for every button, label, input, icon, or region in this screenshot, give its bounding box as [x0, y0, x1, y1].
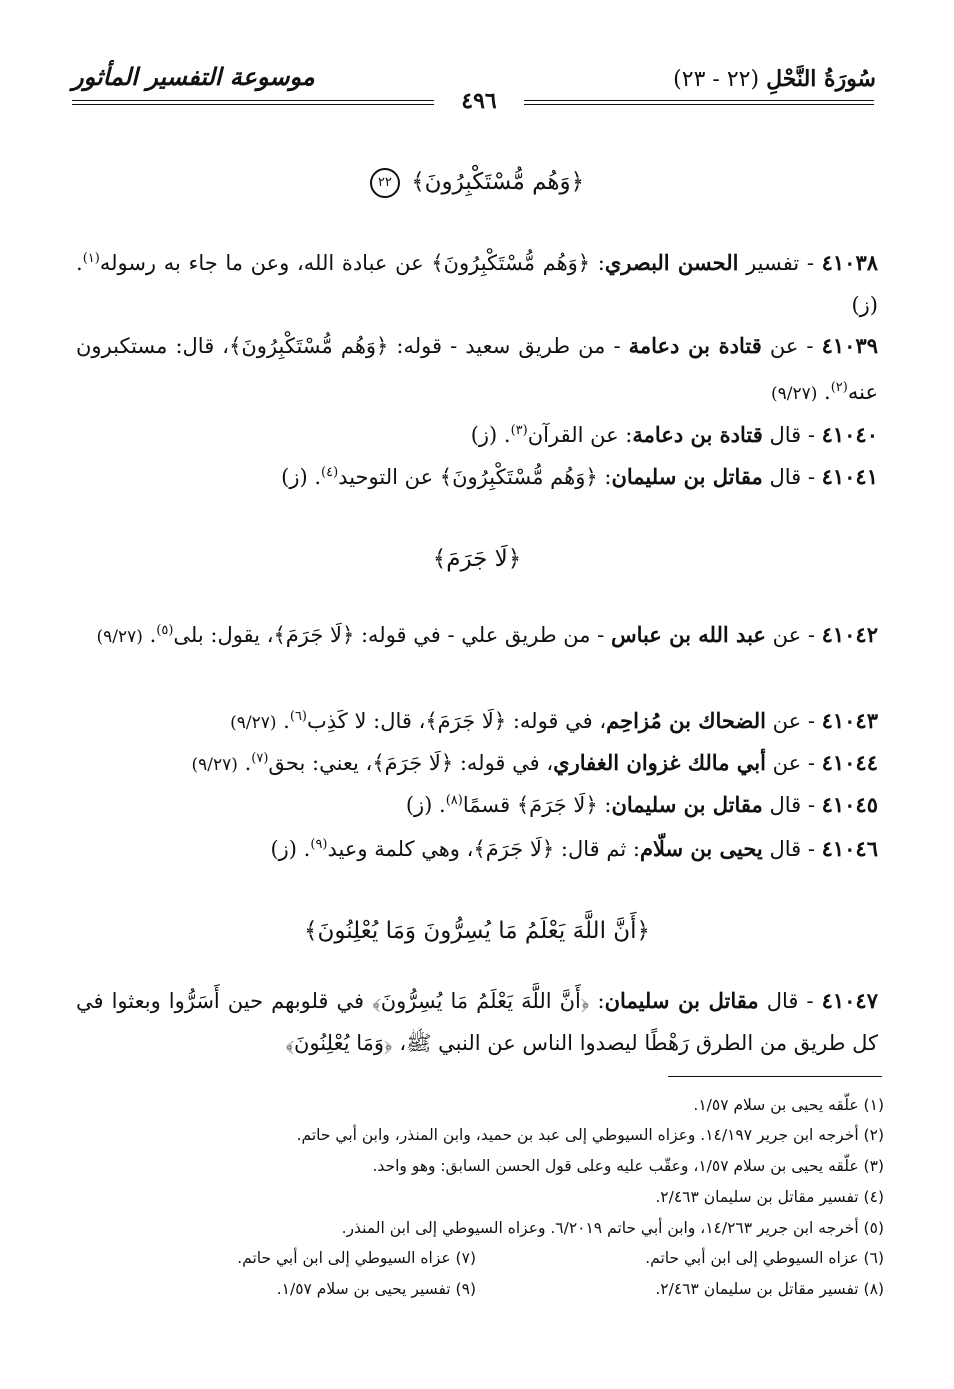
header-rule-right: [514, 100, 874, 105]
narration-number: ٤١٠٤٦: [821, 836, 878, 861]
narrator-name: قتادة بن دعامة: [632, 422, 763, 447]
entry-tail: .: [237, 751, 252, 775]
verse-heading-3: [70, 918, 884, 944]
narrator-name: عبد الله بن عباس: [610, 622, 766, 647]
entry-text: : ثم قال: ﴿لَا جَرَمَ﴾، وهي كلمة وعيد: [327, 837, 640, 861]
entry-text: : عن القرآن: [527, 423, 633, 447]
entry-intro: عن: [765, 751, 802, 775]
footnote: (٣) علّقه يحيى بن سلام ١/٥٧، وعقّب عليه وعلى قول الحسن السابق: وهو واحد.: [372, 1157, 884, 1175]
entry-dash: -: [801, 465, 822, 489]
verse-heading-text: ﴿لَا جَرَمَ﴾: [432, 546, 522, 572]
narration-entry: [76, 738, 878, 786]
entry-dash: -: [798, 989, 822, 1013]
footnote-ref: (٩): [310, 837, 328, 852]
entry-tail: . (ز): [405, 793, 446, 817]
footnote-ref: (٧): [251, 751, 269, 766]
narration-number: ٤١٠٣٨: [821, 250, 879, 275]
narrator-name: قتادة بن دعامة: [628, 333, 762, 358]
volume-reference: (٩/٢٧): [191, 755, 238, 775]
entry-dash: -: [801, 837, 822, 861]
entry-tail: .: [276, 709, 290, 733]
entry-text: - من طريق علي - في قوله: ﴿لَا جَرَمَ﴾، يقول: بلى: [173, 623, 611, 647]
entry-intro: عن: [765, 709, 802, 733]
narration-number: ٤١٠٤١: [821, 464, 878, 489]
footnote: (٥) أخرجه ابن جرير ١٤/٢٦٣، وابن أبي حاتم ٦/٢٠١٩. وعزاه السيوطي إلى ابن المنذر.: [341, 1219, 884, 1237]
entry-dash: -: [801, 751, 822, 775]
verse-heading-text: ﴿أَنَّ اللَّهَ يَعْلَمُ مَا يُسِرُّونَ وَمَا يُعْلِنُونَ﴾: [303, 918, 651, 944]
narration-entry: [76, 325, 878, 415]
footnote-ref: (٤): [321, 465, 339, 480]
entry-dash: -: [801, 793, 822, 817]
entry-dash: -: [801, 709, 822, 733]
verse-heading-2: [70, 546, 884, 572]
volume-reference: (٩/٢٧): [230, 713, 277, 733]
entry-text: : ﴿أَنَّ اللَّهَ يَعْلَمُ مَا يُسِرُّونَ﴾ في قلوبهم حين أَسَرُّوا وبعثوا في كل طريق من الطرق رَهْطًا ليصدوا الناس عن النبي ﷺ، ﴿وَمَا يُعْلِنُونَ﴾: [76, 989, 878, 1055]
footnote-ref: (١): [82, 251, 100, 266]
narration-entry: [76, 410, 878, 456]
narrator-name: الحسن البصري: [604, 250, 739, 275]
entry-tail: . (ز): [470, 423, 511, 447]
entry-text: ، في قوله: ﴿لَا جَرَمَ﴾، يعني: بحق: [268, 751, 554, 775]
footnote: (٤) تفسير مقاتل بن سليمان ٢/٤٦٣.: [655, 1188, 884, 1206]
entry-text: ، في قوله: ﴿لَا جَرَمَ﴾، قال: لا كَذِب: [307, 709, 607, 733]
entry-dash: -: [801, 623, 822, 647]
sura-name: سُورَةُ النَّحْلِ: [766, 66, 876, 92]
entry-intro: قال: [762, 465, 802, 489]
page-number: ٤٩٦: [434, 88, 524, 114]
narrator-name: أبي مالك غزوان الغفاري: [553, 750, 766, 775]
footnote: (٢) أخرجه ابن جرير ١٤/١٩٧. وعزاه السيوطي إلى عبد بن حميد، وابن المنذر، وابن أبي حاتم.: [296, 1126, 884, 1144]
footnote: (٦) عزاه السيوطي إلى ابن أبي حاتم.: [645, 1249, 884, 1267]
volume-reference: (٩/٢٧): [96, 627, 143, 647]
narration-entry: [76, 238, 878, 326]
entry-text: : ﴿وَهُم مُّسْتَكْبِرُونَ﴾ عن عبادة الله، وعن ما جاء به رسوله: [99, 251, 605, 275]
narration-number: ٤١٠٤٥: [821, 792, 878, 817]
entry-tail: . (ز): [76, 251, 878, 317]
entry-text: : ﴿وَهُم مُّسْتَكْبِرُونَ﴾ عن التوحيد: [338, 465, 612, 489]
narration-number: ٤١٠٣٩: [821, 333, 878, 358]
header-rule-left: [72, 100, 442, 105]
narrator-name: مقاتل بن سليمان: [604, 988, 759, 1013]
running-header-sura: [673, 66, 876, 92]
entry-dash: -: [799, 251, 822, 275]
ayah-number-marker: ٢٢: [370, 168, 400, 198]
entry-intro: قال: [762, 793, 802, 817]
narrator-name: الضحاك بن مُزاحِم: [606, 708, 766, 733]
footnote-separator: [668, 1076, 882, 1077]
entry-text: : ﴿لَا جَرَمَ﴾ قسمًا: [462, 793, 612, 817]
footnote: (١) علّقه يحيى بن سلام ١/٥٧.: [693, 1096, 884, 1114]
footnote-ref: (٥): [156, 623, 174, 638]
narrator-name: مقاتل بن سليمان: [611, 792, 763, 817]
narration-number: ٤١٠٤٧: [821, 988, 878, 1013]
entry-tail: .: [817, 380, 831, 404]
ayah-range: (٢٢ - ٢٣): [673, 67, 760, 92]
entry-dash: -: [801, 423, 822, 447]
narration-entry: [76, 824, 878, 870]
volume-reference: (٩/٢٧): [770, 384, 818, 404]
entry-intro: تفسير: [738, 251, 800, 275]
narration-entry: [76, 780, 878, 826]
narration-number: ٤١٠٤٠: [821, 422, 878, 447]
narration-entry: [76, 980, 878, 1064]
entry-tail: .: [142, 623, 157, 647]
verse-heading-text: ﴿وَهُم مُّسْتَكْبِرُونَ﴾: [411, 169, 585, 195]
footnote-ref: (٢): [830, 380, 848, 395]
entry-dash: -: [798, 334, 822, 358]
narration-number: ٤١٠٤٣: [821, 708, 878, 733]
narration-number: ٤١٠٤٤: [821, 750, 878, 775]
entry-intro: قال: [762, 837, 802, 861]
footnote-ref: (٣): [510, 423, 528, 438]
footnote: (٨) تفسير مقاتل بن سليمان ٢/٤٦٣.: [655, 1280, 884, 1298]
narrator-name: يحيى بن سلّام: [639, 836, 763, 861]
narrator-name: مقاتل بن سليمان: [611, 464, 763, 489]
narration-number: ٤١٠٤٢: [821, 622, 878, 647]
narration-entry: [76, 696, 878, 744]
footnote-ref: (٦): [289, 709, 307, 724]
verse-heading-1: [70, 168, 884, 198]
entry-intro: عن: [765, 623, 802, 647]
running-header-title: موسوعة التفسير المأثور: [72, 62, 315, 91]
footnote-ref: (٨): [445, 793, 463, 808]
footnote: (٧) عزاه السيوطي إلى ابن أبي حاتم.: [237, 1249, 476, 1267]
entry-tail: . (ز): [270, 837, 311, 861]
footnote: (٩) تفسير يحيى بن سلام ١/٥٧.: [276, 1280, 476, 1298]
entry-intro: قال: [758, 989, 799, 1013]
entry-tail: . (ز): [281, 465, 322, 489]
narration-entry: [76, 452, 878, 498]
entry-intro: قال: [762, 423, 802, 447]
narration-entry: [76, 610, 878, 658]
entry-intro: عن: [761, 334, 799, 358]
entry-text: - من طريق سعيد - قوله: ﴿وَهُم مُّسْتَكْبِرُونَ﴾، قال: مستكبرون عنه: [76, 334, 878, 404]
